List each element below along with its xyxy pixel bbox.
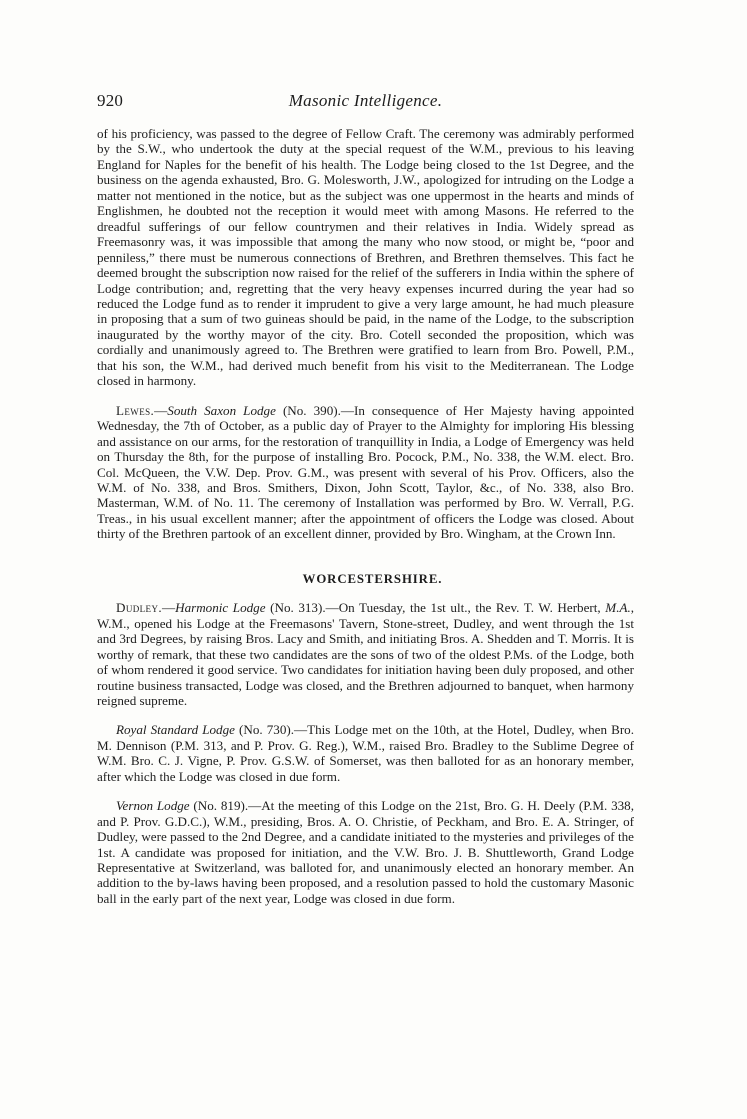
paragraph-vernon-lodge [97, 798, 634, 906]
paragraph-royal-standard-lodge [97, 722, 634, 784]
page-header [97, 91, 634, 115]
degree-abbreviation: M.A. [605, 600, 631, 616]
paragraph-lewes-south-saxon-lodge: Lewes.—South Saxon Lodge (No. 390).—In consequence of Her Majesty having appointed Wednesday, the 7th of October, as a public day of Prayer to the Almighty for imploring His blessing and assistance on our arms, for the restoration of tranquillity in India, a Lodge of Emergency was held on Thursday the 8th, for the purpose of installing Bro. Pocock, P.M., No. 338, the W.M. elect. Bro. Col. McQueen, the V.W. Dep. Prov. G.M., was present with several of his Prov. Officers, also the W.M. of No. 338, and Bros. Smithers, Dixon, John Scott, Taylor, &c., of No. 338, also Bro. Masterman, W.M. of No. 11. The ceremony of Installation was performed by Bro. W. Verrall, P.G. Treas., in his usual excellent manner; after the appointment of officers the Lodge was closed. About thirty of the Brethren partook of an excellent dinner, provided by Bro. Wingham, at the Crown Inn. [97, 402, 634, 542]
running-title: Masonic Intelligence. [288, 91, 443, 110]
paragraph-text: , W.M., opened his Lodge at the Freemasons' Tavern, Stone-street, Dudley, and went through the 1st and 3rd Degrees, by raising Bros. Lacy and Smith, and initiating Bros. A. Shedden and T. Morris. It is worthy of remark, that these two candidates are the sons of two of the oldest P.Ms. of the Lodge, both of whom rendered it good service. Two candidates for initiation having been duly proposed, and other routine business transacted, Lodge was closed, and the Brethren adjourned to banquet, when harmony reigned supreme. [97, 600, 635, 708]
place-name-dudley: Dudley. [116, 600, 163, 616]
page-number: 920 [97, 91, 124, 110]
article-body [97, 126, 634, 906]
paragraph-text: (No. 730).—This Lodge met on the 10th, at the Hotel, Dudley, when Bro. M. Dennison (P.M. 313, and P. Prov. G. Reg.), W.M., raised Bro. Bradley to the Sublime Degree of W.M. Bro. C. J. Vigne, P. Prov. G.S.W. of Somerset, was then balloted for as an honorary member, after which the Lodge was closed in due form. [97, 722, 635, 784]
paragraph-lodge-report-continued: of his proficiency, was passed to the degree of Fellow Craft. The ceremony was admirably performed by the S.W., who undertook the duty at the special request of the W.M., previous to his leaving England for Naples for the benefit of his health. The Lodge being closed to the 1st Degree, and the business on the agenda exhausted, Bro. G. Molesworth, J.W., apologized for intruding on the Lodge a matter not mentioned in the notice, but as the subject was one uppermost in the hearts and minds of Englishmen, he doubted not the reception it would meet with among Masons. He referred to the dreadful sufferings of our fellow countrymen and their relatives in India. Widely spread as Freemasonry was, it was impossible that among the many who now stood, or might be, “poor and penniless,” there must be numerous connections of Brethren, and Brethren themselves. This fact he deemed brought the subscription now raised for the relief of the sufferers in India within the sphere of Lodge contribution; and, regretting that the very heavy expenses incurred during the year had so reduced the Lodge fund as to render it imprudent to give a very large amount, he had much pleasure in proposing that a sum of two guineas should be paid, in the name of the Lodge, to the subscription inaugurated by the worthy mayor of the city. Bro. Cotell seconded the proposition, which was cordially and unanimously agreed to. The Brethren were gratified to learn from Bro. Powell, P.M., that his son, the W.M., had derived much benefit from his visit to the Mediterranean. The Lodge closed in harmony. [97, 126, 634, 389]
paragraph-text: (No. 390).—In consequence of Her Majesty having appointed Wednesday, the 7th of October, as a public day of Prayer to the Almighty for imploring His blessing and assistance on our arms, for the restoration of tranquillity in India, a Lodge of Emergency was held on Thursday the 8th, for the purpose of installing Bro. Pocock, P.M., No. 338, the W.M. elect. Bro. Col. McQueen, the V.W. Dep. Prov. G.M., was present with several of his Prov. Officers, also the W.M. of No. 338, and Bros. Smithers, Dixon, John Scott, Taylor, &c., of No. 338, also Bro. Masterman, W.M. of No. 11. The ceremony of Installation was performed by Bro. W. Verrall, P.G. Treas., in his usual excellent manner; after the appointment of officers the Lodge was closed. About thirty of the Brethren partook of an excellent dinner, provided by Bro. Wingham, at the Crown Inn. [97, 402, 634, 542]
place-name-lewes: Lewes. [116, 402, 155, 418]
section-heading-worcestershire: WORCESTERSHIRE. [302, 571, 443, 586]
lodge-name-harmonic: Harmonic Lodge [175, 600, 266, 616]
lodge-name-vernon: Vernon Lodge [116, 798, 190, 814]
lodge-name-royal-standard: Royal Standard Lodge [116, 722, 235, 738]
paragraph-dudley-harmonic-lodge: Dudley.—Harmonic Lodge (No. 313).—On Tuesday, the 1st ult., the Rev. T. W. Herbert, M.A., W.M., opened his Lodge at the Freemasons' Tavern, Stone-street, Dudley, and went through the 1st and 3rd Degrees, by raising Bros. Lacy and Smith, and initiating Bros. A. Shedden and T. Morris. It is worthy of remark, that these two candidates are the sons of two of the oldest P.Ms. of the Lodge, both of whom rendered it good service. Two candidates for initiation having been duly proposed, and other routine business transacted, Lodge was closed, and the Brethren adjourned to banquet, when harmony reigned supreme. [97, 600, 635, 708]
paragraph-text: (No. 313).—On Tuesday, the 1st ult., the Rev. T. W. Herbert, [265, 600, 606, 616]
paragraph-text: (No. 819).—At the meeting of this Lodge on the 21st, Bro. G. H. Deely (P.M. 338, and P. Prov. G.D.C.), W.M., presiding, Bros. A. O. Christie, of Peckham, and Bro. E. A. Stringer, of Dudley, were passed to the 2nd Degree, and a candidate initiated to the mysteries and privileges of the 1st. A candidate was proposed for initiation, and the V.W. Bro. J. B. Shuttleworth, Grand Lodge Representative at Switzerland, was balloted for, and unanimously elected an honorary member. An addition to the by-laws having been proposed, and a resolution passed to hold the customary Masonic ball in the early part of the next year, Lodge was closed in due form. [97, 798, 634, 906]
lodge-name-south-saxon: South Saxon Lodge [167, 402, 276, 418]
